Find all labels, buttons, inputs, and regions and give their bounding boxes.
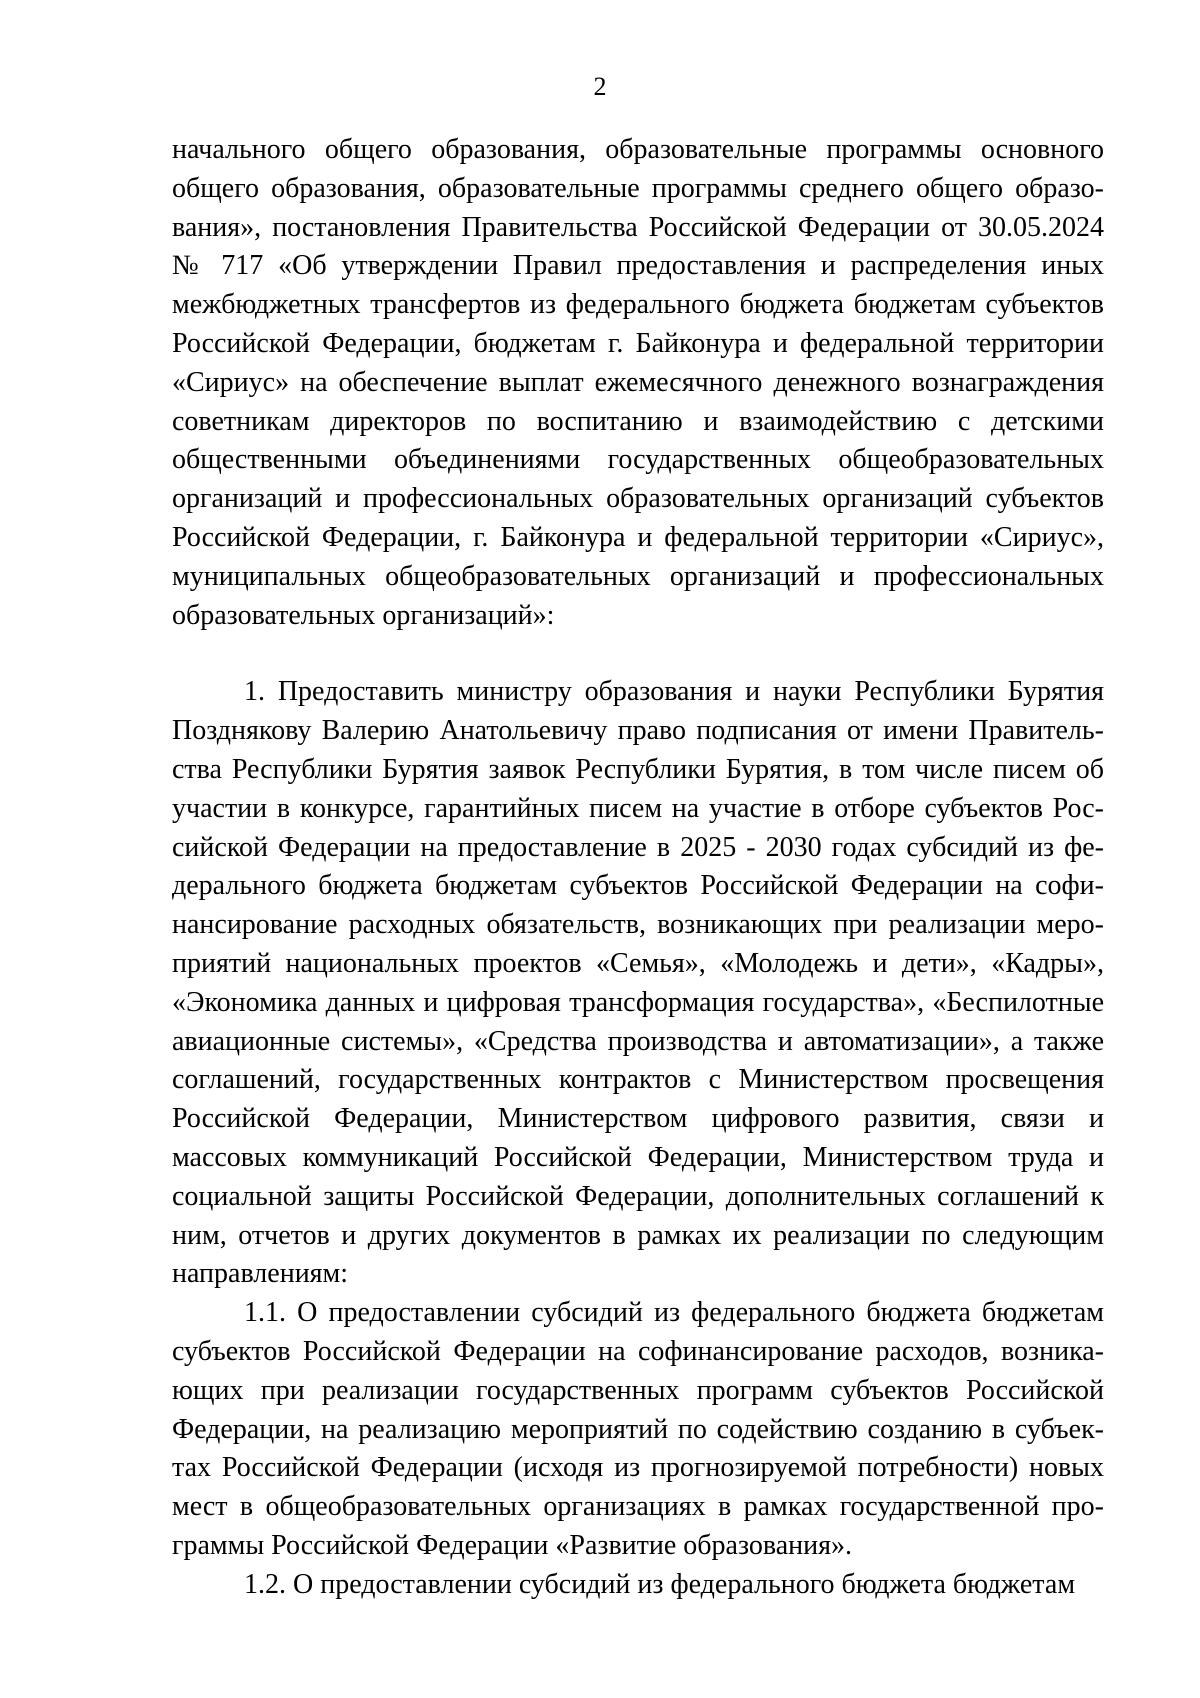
- paragraph-item-1: 1. Предоставить министру образования и науки Республики Бурятия Позднякову Валерию Анатольевичу право подписания от имени Правительства Республики Бурятия заявок Республики Бурятия, в том числе писем об участии в конкурсе, гарантийных писем на участие в отборе субъектов Российской Федерации на предоставление в 2025 - 2030 годах субсидий из федерального бюджета бюджетам субъектов Российской Федерации на софинансирование расходных обязательств, возникающих при реализации мероприятий национальных проектов «Семья», «Молодежь и дети», «Кадры», «Экономика данных и цифровая трансформация государства», «Беспилотные авиационные системы», «Средства производства и автоматизации», а также соглашений, государственных контрактов с Министерством просвещения Российской Федерации, Министерством цифрового развития, связи и массовых коммуникаций Российской Федерации, Министерством труда и социальной защиты Российской Федерации, дополнительных соглашений к ним, отчетов и других документов в рамках их реализации по следующим направлениям:: [172, 676, 1104, 1290]
- paragraph-intro-continuation: начального общего образования, образовательные программы основного общего образования, образовательные программы среднего общего образования», постановления Правительства Российской Федерации от 30.05.2024 № 717 «Об утверждении Правил предоставления и распределения иных межбюджетных трансфертов из федерального бюджета бюджетам субъектов Российской Федерации, бюджетам г. Байконура и федеральной территории «Сириус» на обеспечение выплат ежемесячного денежного вознаграждения советникам директоров по воспитанию и взаимодействию с детскими общественными объединениями государственных общеобразовательных организаций и профессиональных образовательных организаций субъектов Российской Федерации, г. Байконура и федеральной территории «Сириус», муниципальных общеобразовательных организаций и профессиональных образовательных организаций»:: [172, 134, 1104, 631]
- page-number: 2: [593, 72, 607, 101]
- paragraph-item-1-1: 1.1. О предоставлении субсидий из федерального бюджета бюджетам субъектов Российской Федерации на софинансирование расходов, возникающих при реализации государственных программ субъектов Российской Федерации, на реализацию мероприятий по содействию созданию в субъектах Российской Федерации (исходя из прогнозируемой потребности) новых мест в общеобразовательных организациях в рамках государственной программы Российской Федерации «Развитие образования».: [172, 1297, 1104, 1561]
- document-body: [172, 131, 1104, 1604]
- paragraph-item-1-2: 1.2. О предоставлении субсидий из федерального бюджета бюджетам: [244, 1568, 1076, 1600]
